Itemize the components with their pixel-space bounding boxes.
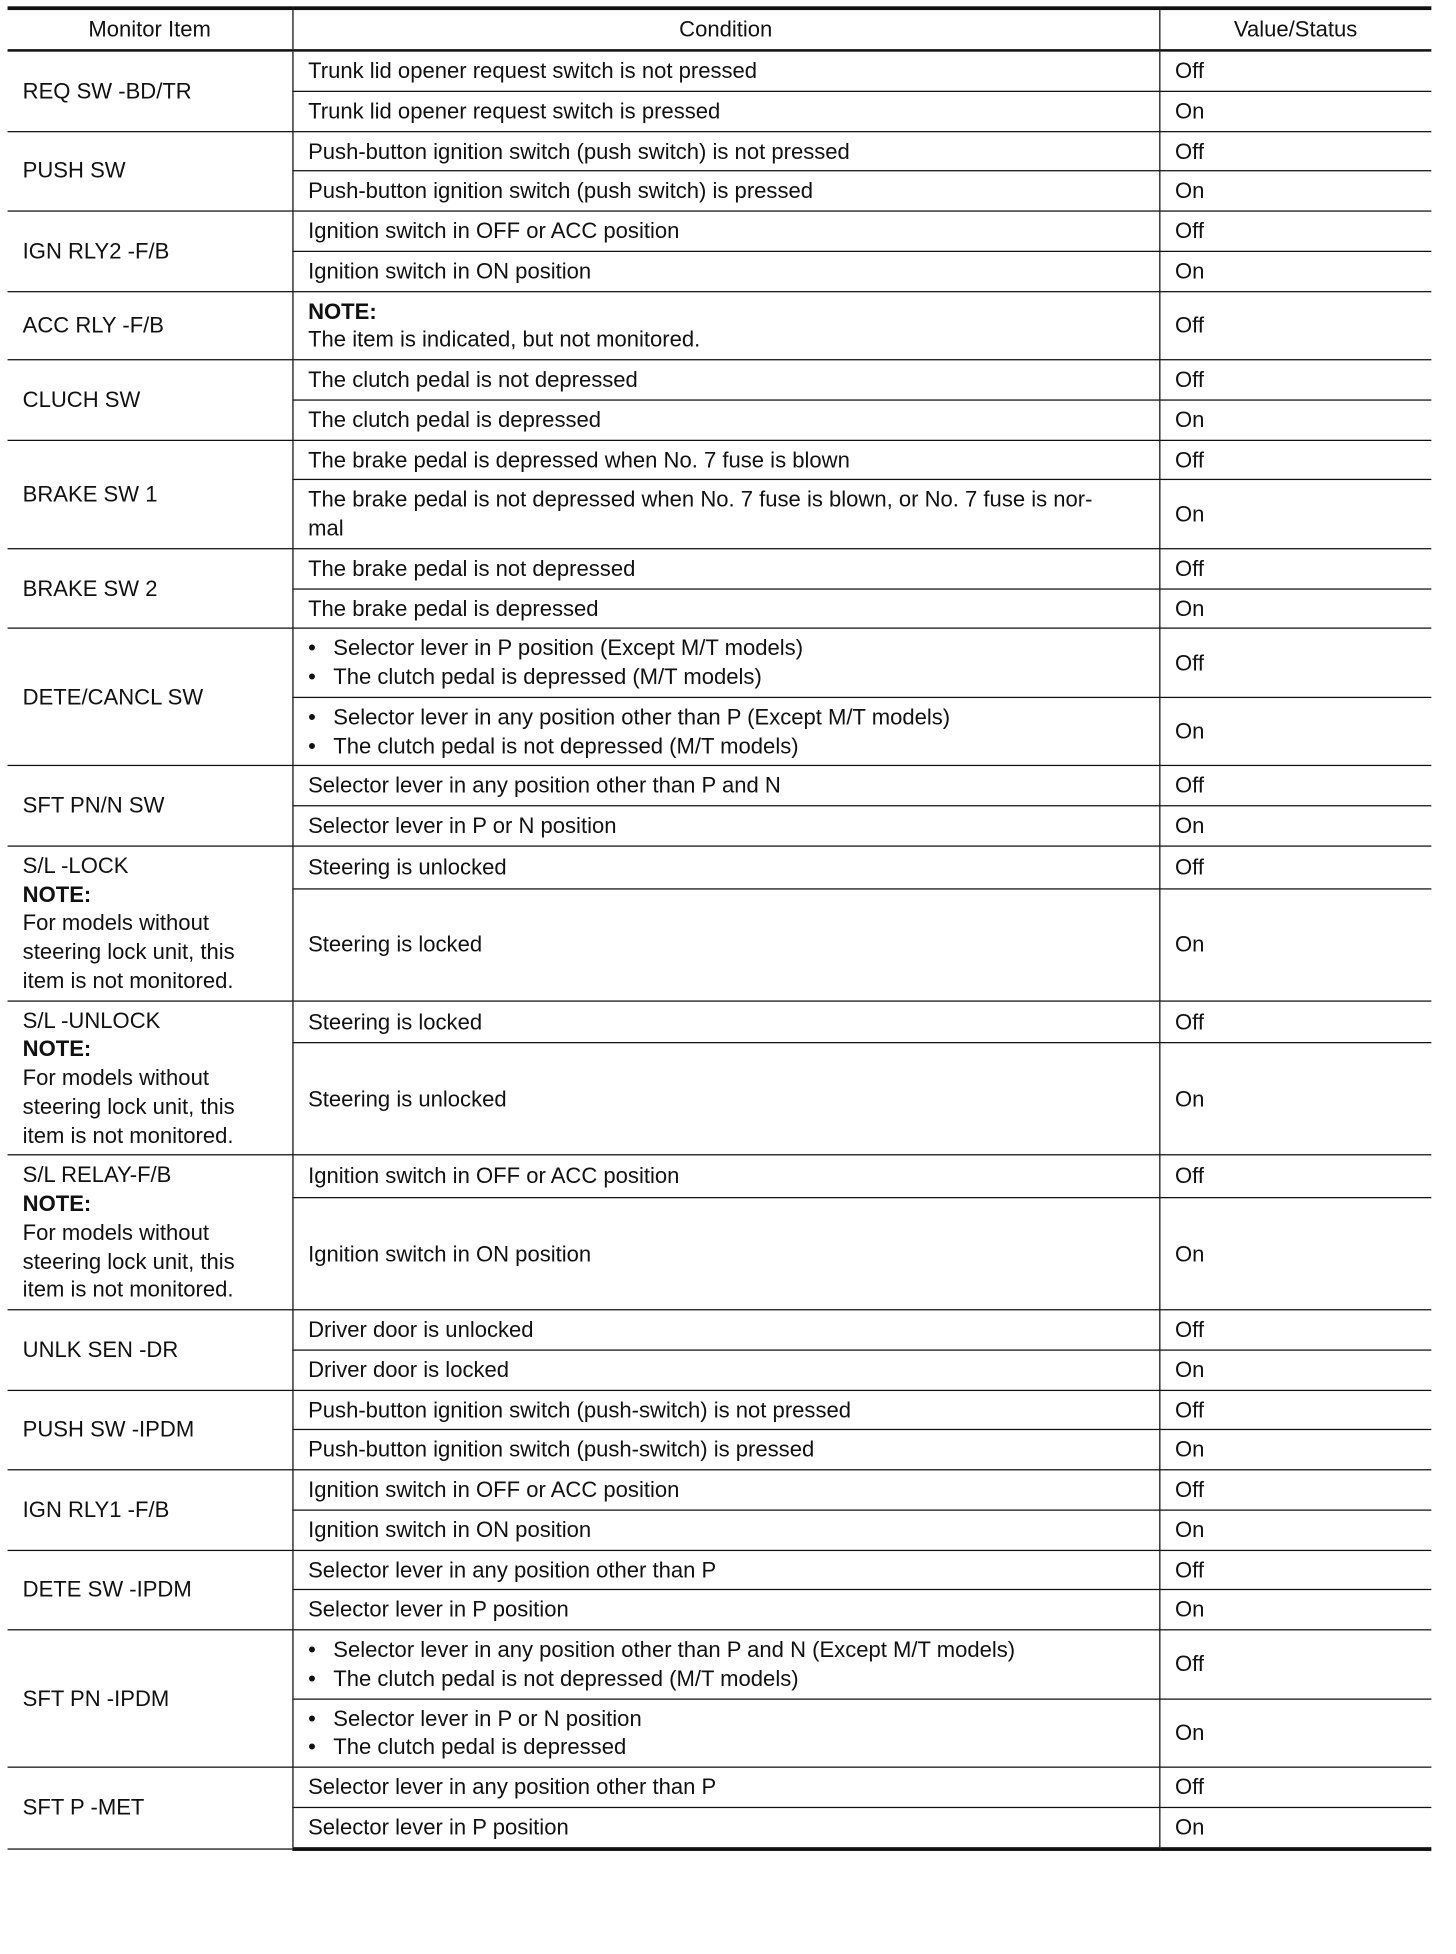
condition-cell (292, 1470, 1159, 1510)
condition-text: Selector lever in P or N position (308, 812, 617, 838)
condition-text: Ignition switch in ON position (308, 1240, 592, 1266)
monitor-item-cell (8, 846, 293, 1001)
monitor-item-name: BRAKE SW 1 (22, 481, 158, 507)
value-status-cell: On (1159, 1043, 1431, 1155)
value-status-cell: Off (1159, 766, 1431, 806)
condition-bullet: • The clutch pedal is depressed (M/T models) (308, 663, 1143, 692)
value-status-cell: On (1159, 697, 1431, 766)
value-status-cell: On (1159, 400, 1431, 440)
condition-text: Ignition switch in ON position (308, 1516, 592, 1542)
value-status-cell: On (1159, 888, 1431, 1000)
condition-text: Selector lever in any position other than P and N (308, 772, 781, 798)
condition-cell (292, 251, 1159, 291)
monitor-item-cell (8, 548, 293, 628)
value-status-cell: Off (1159, 50, 1431, 91)
table-row (8, 50, 1432, 91)
value-status-cell: Off (1159, 1550, 1431, 1590)
value-status-cell: On (1159, 1590, 1431, 1630)
monitor-item-name: S/L -UNLOCK (22, 1007, 161, 1033)
table-row (8, 291, 1432, 360)
table-row (8, 1310, 1432, 1350)
value-status-cell: On (1159, 1430, 1431, 1470)
condition-cell (292, 588, 1159, 628)
monitor-item-name: REQ SW -BD/TR (22, 77, 192, 104)
monitor-item-cell (8, 131, 293, 211)
condition-text: Steering is locked (308, 1008, 483, 1034)
condition-text: The clutch pedal is depressed (308, 406, 602, 432)
condition-text: The item is indicated, but not monitored. (308, 326, 701, 352)
note-label: NOTE: (22, 881, 92, 907)
table-header (8, 8, 1432, 50)
table-row (8, 846, 1432, 889)
condition-text: Driver door is locked (308, 1356, 510, 1382)
condition-cell (292, 91, 1159, 131)
condition-text: The clutch pedal is not depressed (308, 366, 638, 392)
condition-cell (292, 1767, 1159, 1807)
condition-cell (292, 1630, 1159, 1699)
condition-text: Steering is locked (308, 931, 483, 957)
condition-bullet: • Selector lever in any position other than P (Except M/T models) (308, 703, 1143, 732)
table-row (8, 360, 1432, 400)
table-row (8, 1155, 1432, 1198)
condition-cell (292, 1310, 1159, 1350)
condition-bullet: • Selector lever in P or N position (308, 1704, 1143, 1733)
value-status-cell: Off (1159, 211, 1431, 251)
header-condition: Condition (292, 8, 1159, 50)
table-row (8, 766, 1432, 806)
monitor-item-cell (8, 766, 293, 846)
condition-cell (292, 1510, 1159, 1550)
condition-text: Ignition switch in OFF or ACC position (308, 217, 680, 244)
condition-text: Ignition switch in OFF or ACC position (308, 1163, 680, 1189)
monitor-item-cell (8, 1550, 293, 1630)
condition-cell (292, 131, 1159, 171)
monitor-item-cell (8, 211, 293, 291)
note-text: For models without steering lock unit, this item is not monitored. (22, 1064, 235, 1148)
monitor-table (8, 6, 1432, 1850)
note-text: For models without steering lock unit, this item is not monitored. (22, 1219, 235, 1302)
value-status-cell: Off (1159, 1155, 1431, 1198)
condition-bullet: • Selector lever in any position other than P and N (Except M/T models) (308, 1635, 1143, 1664)
condition-text: Selector lever in P position (308, 1596, 569, 1622)
condition-text: Trunk lid opener request switch is pressed (308, 97, 721, 124)
value-status-cell: On (1159, 480, 1431, 549)
condition-cell (292, 846, 1159, 889)
value-status-cell: Off (1159, 1767, 1431, 1807)
value-status-cell: Off (1159, 1310, 1431, 1350)
condition-cell (292, 1390, 1159, 1430)
monitor-item-name: SFT P -MET (22, 1794, 145, 1820)
condition-text: The brake pedal is depressed when No. 7 fuse is blown (308, 446, 850, 472)
condition-text: The brake pedal is not depressed (308, 555, 636, 581)
table-row (8, 548, 1432, 588)
table-row (8, 628, 1432, 697)
value-status-cell: On (1159, 1807, 1431, 1848)
value-status-cell: Off (1159, 1000, 1431, 1043)
header-row (8, 8, 1432, 50)
monitor-item-name: SFT PN/N SW (22, 792, 165, 818)
condition-cell (292, 211, 1159, 251)
monitor-item-name: IGN RLY1 -F/B (22, 1496, 170, 1522)
value-status-cell: Off (1159, 440, 1431, 480)
table-row (8, 440, 1432, 480)
condition-cell (292, 50, 1159, 91)
condition-text: Push-button ignition switch (push-switch) is pressed (308, 1436, 815, 1462)
condition-bullet: • Selector lever in P position (Except M/T models) (308, 634, 1143, 663)
condition-cell (292, 1350, 1159, 1390)
condition-cell (292, 1198, 1159, 1310)
condition-text: The brake pedal is not depressed when No. 7 fuse is blown, or No. 7 fuse is nor- (308, 486, 1093, 512)
value-status-cell: Off (1159, 1470, 1431, 1510)
condition-cell (292, 1043, 1159, 1155)
condition-text: Steering is unlocked (308, 853, 507, 880)
table-row (8, 211, 1432, 251)
monitor-item-name: IGN RLY2 -F/B (22, 237, 170, 264)
condition-cell (292, 400, 1159, 440)
monitor-item-name: PUSH SW (22, 157, 126, 184)
condition-text: Ignition switch in OFF or ACC position (308, 1476, 680, 1502)
condition-cell (292, 291, 1159, 360)
condition-text: Trunk lid opener request switch is not pressed (308, 57, 758, 84)
monitor-item-name: SFT PN -IPDM (22, 1685, 170, 1711)
value-status-cell: Off (1159, 1630, 1431, 1699)
condition-cell (292, 1430, 1159, 1470)
condition-cell (292, 628, 1159, 697)
table-row (8, 1470, 1432, 1510)
value-status-cell: On (1159, 171, 1431, 211)
monitor-item-name: CLUCH SW (22, 386, 141, 412)
table-row (8, 1550, 1432, 1590)
note-label: NOTE: (22, 1190, 92, 1216)
value-status-cell: Off (1159, 360, 1431, 400)
value-status-cell: On (1159, 91, 1431, 131)
header-value-status: Value/Status (1159, 8, 1431, 50)
monitor-item-name: S/L -LOCK (22, 852, 129, 878)
condition-bullet: • The clutch pedal is not depressed (M/T models) (308, 1664, 1143, 1693)
monitor-item-name: PUSH SW -IPDM (22, 1416, 195, 1442)
condition-text: Push-button ignition switch (push-switch) is not pressed (308, 1396, 852, 1422)
value-status-cell: Off (1159, 846, 1431, 889)
value-status-cell: Off (1159, 548, 1431, 588)
monitor-item-name: S/L RELAY-F/B (22, 1162, 172, 1188)
table-row (8, 131, 1432, 171)
condition-cell (292, 1590, 1159, 1630)
value-status-cell: On (1159, 806, 1431, 846)
value-status-cell: Off (1159, 1390, 1431, 1430)
monitor-item-name: DETE SW -IPDM (22, 1576, 192, 1602)
table-body (8, 50, 1432, 1848)
monitor-item-cell (8, 1630, 293, 1767)
monitor-item-cell (8, 1767, 293, 1848)
monitor-item-cell (8, 1000, 293, 1155)
monitor-item-cell (8, 440, 293, 549)
condition-text: Selector lever in any position other than P (308, 1774, 717, 1800)
condition-bullet: • The clutch pedal is not depressed (M/T models) (308, 731, 1143, 760)
condition-text: Ignition switch in ON position (308, 257, 592, 284)
condition-text: NOTE: (308, 297, 377, 324)
value-status-cell: Off (1159, 291, 1431, 360)
monitor-item-cell (8, 291, 293, 360)
condition-cell (292, 548, 1159, 588)
note-label: NOTE: (22, 1036, 92, 1062)
condition-cell (292, 1807, 1159, 1848)
condition-text: The brake pedal is depressed (308, 595, 599, 621)
value-status-cell: On (1159, 251, 1431, 291)
value-status-cell: On (1159, 1198, 1431, 1310)
condition-cell (292, 1550, 1159, 1590)
condition-cell (292, 1698, 1159, 1767)
condition-cell (292, 1000, 1159, 1043)
monitor-item-cell (8, 1470, 293, 1550)
value-status-cell: Off (1159, 131, 1431, 171)
table-row (8, 1767, 1432, 1807)
monitor-item-name: BRAKE SW 2 (22, 575, 158, 601)
condition-cell (292, 697, 1159, 766)
condition-text: Driver door is unlocked (308, 1316, 534, 1342)
condition-text: Push-button ignition switch (push switch) is pressed (308, 177, 814, 204)
monitor-item-name: DETE/CANCL SW (22, 684, 204, 710)
condition-text: Push-button ignition switch (push switch) is not pressed (308, 137, 850, 164)
value-status-cell: On (1159, 1510, 1431, 1550)
value-status-cell: On (1159, 588, 1431, 628)
condition-text: Selector lever in any position other than P (308, 1556, 717, 1582)
condition-text: Selector lever in P position (308, 1814, 569, 1840)
monitor-item-name: ACC RLY -F/B (22, 312, 164, 338)
condition-cell (292, 171, 1159, 211)
monitor-item-name: UNLK SEN -DR (22, 1336, 179, 1362)
condition-cell (292, 440, 1159, 480)
condition-cell (292, 360, 1159, 400)
value-status-cell: Off (1159, 628, 1431, 697)
table-row (8, 1000, 1432, 1043)
table-row (8, 1630, 1432, 1699)
monitor-item-cell (8, 1155, 293, 1310)
monitor-item-cell (8, 360, 293, 440)
monitor-item-cell (8, 628, 293, 765)
monitor-item-cell (8, 1310, 293, 1390)
condition-text: mal (308, 515, 344, 541)
monitor-item-cell (8, 50, 293, 131)
value-status-cell: On (1159, 1698, 1431, 1767)
note-text: For models without steering lock unit, this item is not monitored. (22, 910, 235, 993)
condition-cell (292, 766, 1159, 806)
condition-text: Steering is unlocked (308, 1085, 507, 1112)
condition-cell (292, 1155, 1159, 1198)
monitor-item-cell (8, 1390, 293, 1470)
condition-cell (292, 480, 1159, 549)
header-monitor-item: Monitor Item (8, 8, 293, 50)
table-row (8, 1390, 1432, 1430)
value-status-cell: On (1159, 1350, 1431, 1390)
condition-bullet: • The clutch pedal is depressed (308, 1733, 1143, 1762)
condition-cell (292, 806, 1159, 846)
condition-cell (292, 888, 1159, 1000)
